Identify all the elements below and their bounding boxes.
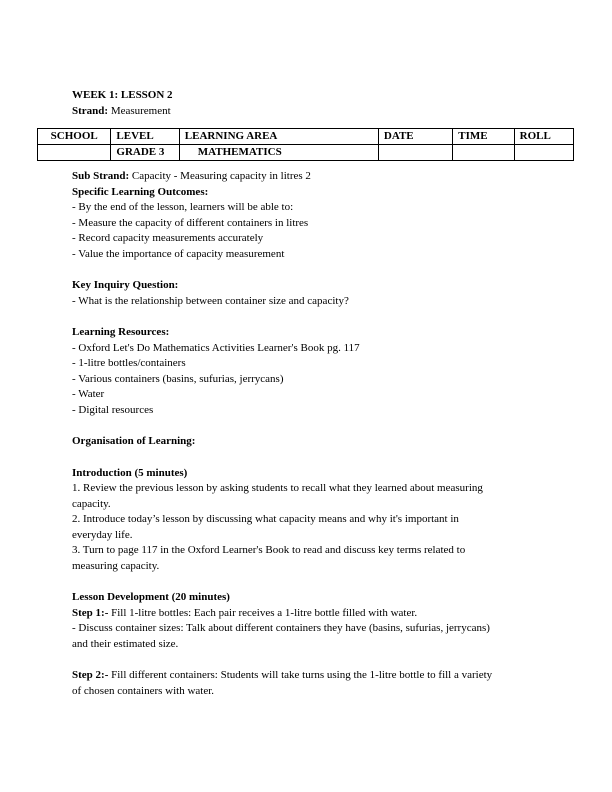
step-2-text: Fill different containers: Students will take turns using the 1-litre bottle to fill a variety — [108, 669, 493, 681]
outcome-item: - Measure the capacity of different containers in litres — [72, 216, 309, 229]
outcome-item: - By the end of the lesson, learners will be able to: — [72, 201, 294, 213]
organisation-heading: Organisation of Learning: — [72, 435, 196, 447]
value-learning-area: MATHEMATICS — [179, 145, 378, 161]
step-2-detail: of chosen containers with water. — [72, 684, 215, 697]
value-roll — [514, 145, 573, 161]
step-2-line — [72, 668, 542, 684]
resource-item: - Water — [72, 388, 105, 400]
resource-item: - Various containers (basins, sufurias, jerrycans) — [72, 372, 284, 385]
introduction-line: 3. Turn to page 117 in the Oxford Learner's Book to read and discuss key terms related to — [72, 544, 466, 556]
step-2-label: Step 2:- — [72, 669, 109, 681]
outcome-item: - Value the importance of capacity measurement — [72, 247, 285, 260]
introduction-heading: Introduction (5 minutes) — [72, 466, 188, 479]
value-time — [453, 145, 514, 161]
sub-strand-value: Capacity - Measuring capacity in litres 2 — [131, 170, 311, 182]
introduction-line: 2. Introduce today’s lesson by discussing what capacity means and why it's important in — [72, 513, 459, 525]
lesson-content — [72, 169, 542, 699]
value-level: GRADE 3 — [111, 145, 179, 161]
info-table-header-row — [38, 129, 574, 145]
lesson-info-table — [37, 128, 574, 161]
lesson-header — [72, 88, 173, 120]
resources-heading: Learning Resources: — [72, 326, 170, 338]
strand-value: Measurement — [110, 105, 171, 117]
inquiry-item: - What is the relationship between container size and capacity? — [72, 294, 349, 307]
introduction-line: 1. Review the previous lesson by asking students to recall what they learned about measuring — [72, 482, 483, 494]
week-lesson-title: WEEK 1: LESSON 2 — [72, 89, 173, 101]
value-school — [38, 145, 111, 161]
inquiry-heading: Key Inquiry Question: — [72, 279, 179, 291]
introduction-line: measuring capacity. — [72, 559, 160, 572]
sub-strand-label: Sub Strand: — [72, 170, 130, 182]
outcomes-heading: Specific Learning Outcomes: — [72, 185, 209, 198]
step-1-detail: and their estimated size. — [72, 637, 179, 650]
header-roll: ROLL — [514, 129, 573, 145]
step-1-detail: - Discuss container sizes: Talk about different containers they have (basins, sufurias, jerrycans) — [72, 622, 490, 634]
step-1-text: Fill 1-litre bottles: Each pair receives a 1-litre bottle filled with water. — [108, 606, 418, 619]
outcome-item: - Record capacity measurements accurately — [72, 232, 264, 244]
resource-item: - Digital resources — [72, 403, 154, 416]
introduction-line: everyday life. — [72, 528, 133, 541]
sub-strand-line — [72, 169, 542, 185]
resource-item: - Oxford Let's Do Mathematics Activities Learner's Book pg. 117 — [72, 341, 360, 354]
step-1-line — [72, 606, 542, 622]
info-table-value-row — [38, 145, 574, 161]
value-date — [378, 145, 452, 161]
header-date: DATE — [378, 129, 452, 145]
header-school: SCHOOL — [38, 129, 111, 145]
introduction-line: capacity. — [72, 497, 111, 510]
header-learning-area: LEARNING AREA — [179, 129, 378, 145]
step-1-label: Step 1:- — [72, 606, 109, 619]
header-level: LEVEL — [111, 129, 179, 145]
strand-line — [72, 104, 173, 120]
resource-item: - 1-litre bottles/containers — [72, 357, 186, 369]
development-heading: Lesson Development (20 minutes) — [72, 591, 230, 603]
strand-label: Strand: — [72, 105, 109, 117]
header-time: TIME — [453, 129, 514, 145]
